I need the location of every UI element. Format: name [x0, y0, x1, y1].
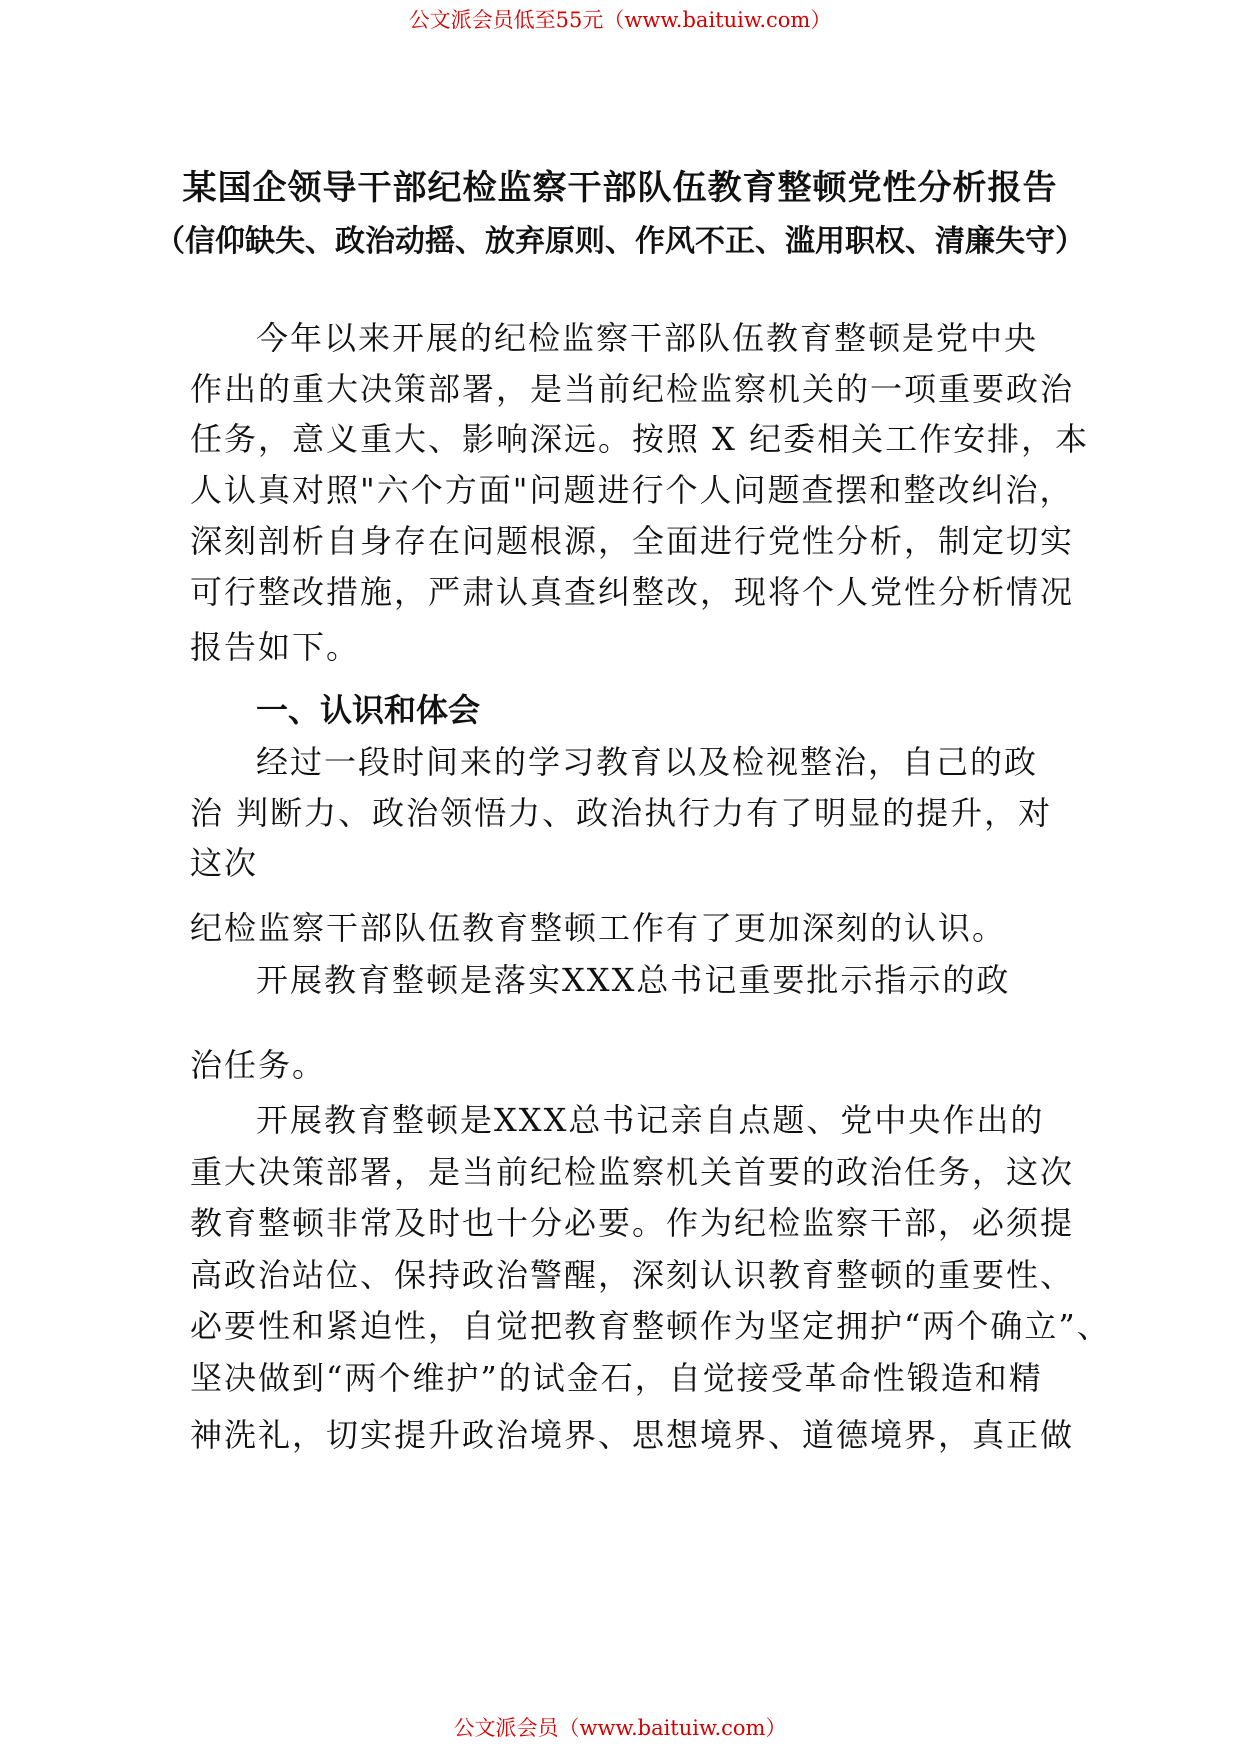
paragraph-line: 作出的重大决策部署，是当前纪检监察机关的一项重要政治 — [190, 370, 1075, 408]
paragraph-line: 这次 — [190, 844, 259, 882]
paragraph-line: 开展教育整顿是落实XXX总书记重要批示指示的政 — [256, 961, 1011, 999]
watermark-bottom[interactable]: 公文派会员（www.baituiw.com） — [453, 1716, 787, 1740]
paragraph-line: 开展教育整顿是XXX总书记亲自点题、党中央作出的 — [256, 1101, 1045, 1139]
watermark-top[interactable]: 公文派会员低至55元（www.baituiw.com） — [408, 8, 832, 32]
paragraph-line: 今年以来开展的纪检监察干部队伍教育整顿是党中央 — [256, 319, 1039, 357]
paragraph-line: 纪检监察干部队伍教育整顿工作有了更加深刻的认识。 — [190, 909, 1007, 947]
paragraph-line: 坚决做到“两个维护”的试金石，自觉接受革命性锻造和精 — [190, 1359, 1043, 1397]
paragraph-line: 经过一段时间来的学习教育以及检视整治，自己的政 — [256, 743, 1039, 781]
paragraph-line: 报告如下。 — [190, 628, 361, 666]
paragraph-line: 治任务。 — [190, 1046, 327, 1084]
paragraph-line: 高政治站位、保持政治警醒，深刻认识教育整顿的重要性、 — [190, 1256, 1075, 1294]
paragraph-line: 重大决策部署，是当前纪检监察机关首要的政治任务，这次 — [190, 1153, 1075, 1191]
paragraph-line: 人认真对照"六个方面"问题进行个人问题查摆和整改纠治， — [190, 471, 1074, 509]
paragraph-line: 必要性和紧迫性，自觉把教育整顿作为坚定拥护“两个确立”、 — [190, 1307, 1111, 1345]
document-title: 某国企领导干部纪检监察干部队伍教育整顿党性分析报告 — [182, 168, 1058, 208]
paragraph-line: 治 判断力、政治领悟力、政治执行力有了明显的提升，对 — [190, 794, 1053, 832]
paragraph-line: 可行整改措施，严肃认真查纠整改，现将个人党性分析情况 — [190, 573, 1075, 611]
paragraph-line: 深刻剖析自身存在问题根源，全面进行党性分析，制定切实 — [190, 522, 1075, 560]
paragraph-line: 教育整顿非常及时也十分必要。作为纪检监察干部，必须提 — [190, 1204, 1075, 1242]
document-subtitle: （信仰缺失、政治动摇、放弃原则、作风不正、滥用职权、清廉失守） — [155, 224, 1085, 259]
paragraph-line: 任务，意义重大、影响深远。按照 X 纪委相关工作安排，本 — [190, 420, 1090, 458]
paragraph-line: 神洗礼，切实提升政治境界、思想境界、道德境界，真正做 — [190, 1416, 1075, 1454]
section-heading: 一、认识和体会 — [256, 691, 481, 729]
